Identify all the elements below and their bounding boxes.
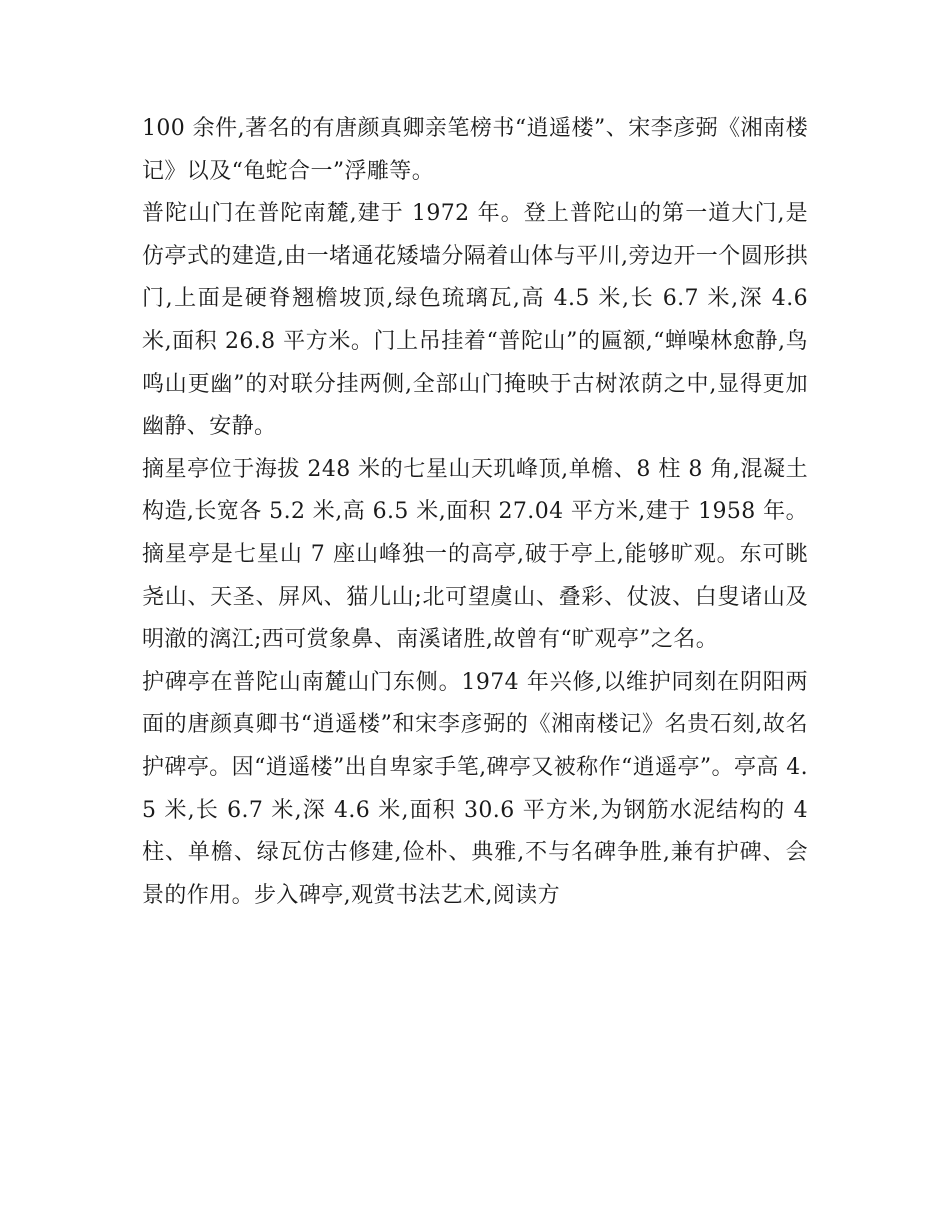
paragraph-hubei-pavilion: 护碑亭在普陀山南麓山门东侧。1974 年兴修,以维护同刻在阴阳两面的唐颜真卿书“逍遥楼”和宋李彦弼的《湘南楼记》名贵石刻,故名护碑亭。因“逍遥楼”出自卑家手笔,碑亭又被称作“逍遥亭”。亭高 4.5 米,长 6.7 米,深 4.6 米,面积 30.6 平方米,为钢筋水泥结构的 4 柱、单檐、绿瓦仿古修建,俭朴、典雅,不与名碑争胜,兼有护碑、会景的作用。步入碑亭,观赏书法艺术,阅读方 (142, 669, 808, 908)
paragraph-continuation: 100 余件,著名的有唐颜真卿亲笔榜书“逍遥楼”、宋李彦弼《湘南楼记》以及“龟蛇合一”浮雕等。 (142, 116, 808, 184)
document-body (142, 108, 808, 917)
paragraph-zhaixing-pavilion: 摘星亭位于海拔 248 米的七星山天玑峰顶,单檐、8 柱 8 角,混凝土构造,长宽各 5.2 米,高 6.5 米,面积 27.04 平方米,建于 1958 年。摘星亭是七星山 7 座山峰独一的高亭,破于亭上,能够旷观。东可眺尧山、天圣、屏风、猫儿山;北可望虞山、叠彩、仗波、白叟诸山及明澈的漓江;西可赏象鼻、南溪诸胜,故曾有“旷观亭”之名。 (142, 456, 808, 653)
paragraph-putuo-gate: 普陀山门在普陀南麓,建于 1972 年。登上普陀山的第一道大门,是仿亭式的建造,由一堵通花矮墙分隔着山体与平川,旁边开一个圆形拱门,上面是硬脊翘檐坡顶,绿色琉璃瓦,高 4.5 米,长 6.7 米,深 4.6 米,面积 26.8 平方米。门上吊挂着“普陀山”的匾额,“蝉噪林愈静,鸟鸣山更幽”的对联分挂两侧,全部山门掩映于古树浓荫之中,显得更加幽静、安静。 (142, 201, 808, 440)
